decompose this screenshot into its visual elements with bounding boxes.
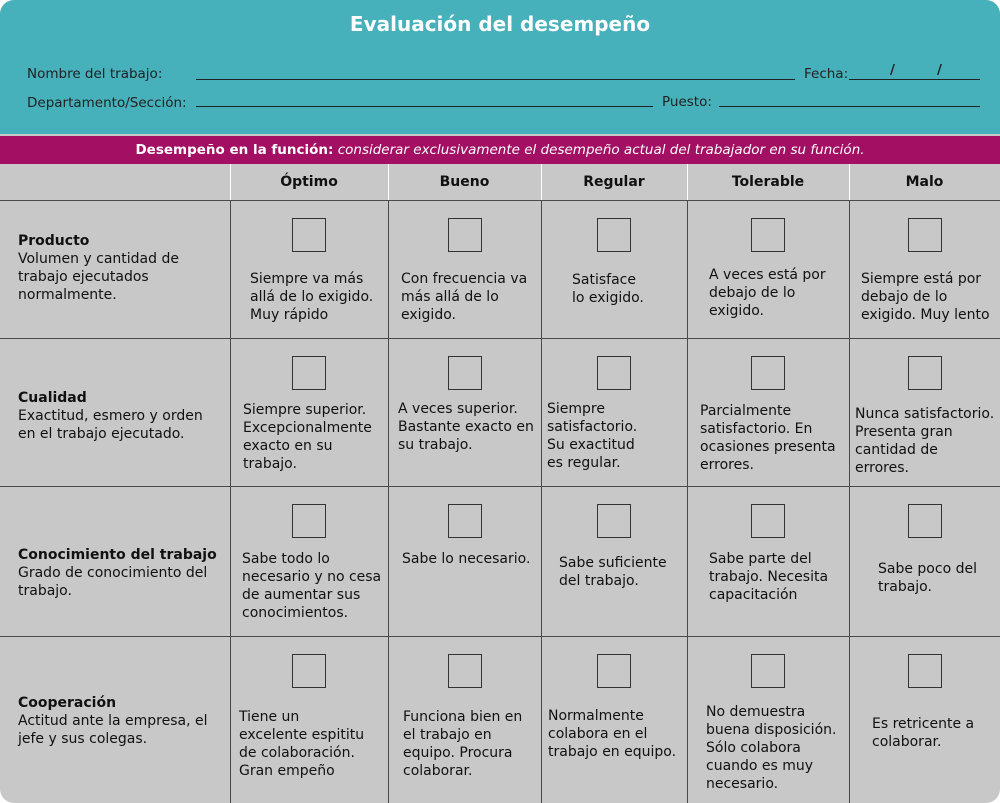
- column-header: Óptimo: [280, 174, 338, 190]
- rating-description: Sabe poco del trabajo.: [878, 561, 977, 595]
- rating-table: [0, 164, 1000, 803]
- rating-checkbox[interactable]: [908, 654, 942, 688]
- rating-description: Siempre superior. Excepcionalmente exacto en su trabajo.: [243, 402, 372, 472]
- rating-checkbox[interactable]: [448, 218, 482, 252]
- criterion-title: Conocimiento del trabajo: [18, 547, 217, 563]
- rating-description: Satisface lo exigido.: [572, 272, 644, 306]
- column-header: Bueno: [439, 174, 490, 190]
- rating-checkbox[interactable]: [751, 218, 785, 252]
- rating-description: Siempre está por debajo de lo exigido. Muy lento: [861, 271, 990, 323]
- department-field[interactable]: [196, 106, 653, 107]
- rating-description: Tiene un excelente espititu de colaboración. Gran empeño: [239, 709, 365, 779]
- rating-checkbox[interactable]: [597, 504, 631, 538]
- section-banner-note: considerar exclusivamente el desempeño actual del trabajador en su función.: [337, 142, 865, 158]
- rating-checkbox[interactable]: [597, 218, 631, 252]
- rating-checkbox[interactable]: [597, 356, 631, 390]
- criterion: [18, 546, 218, 600]
- rating-description: Con frecuencia va más allá de lo exigido.: [401, 271, 528, 323]
- rating-checkbox[interactable]: [292, 356, 326, 390]
- rating-checkbox[interactable]: [751, 654, 785, 688]
- column-divider: [541, 200, 542, 803]
- job-name-label: Nombre del trabajo:: [27, 66, 163, 82]
- row-divider: [0, 486, 1000, 487]
- column-header: Regular: [583, 174, 645, 190]
- column-divider: [687, 164, 688, 200]
- rating-description: Es retricente a colaborar.: [872, 716, 975, 750]
- date-label: Fecha:: [804, 66, 849, 82]
- criterion: [18, 389, 218, 443]
- date-separator: /: [937, 62, 942, 78]
- criterion: [18, 232, 218, 304]
- column-divider: [849, 164, 850, 200]
- rating-description: Sabe lo necesario.: [402, 551, 531, 567]
- column-divider: [230, 200, 231, 803]
- criterion-description: Exactitud, esmero y orden en el trabajo ejecutado.: [18, 408, 203, 442]
- rating-description: A veces está por debajo de lo exigido.: [709, 267, 826, 319]
- criterion-description: Grado de conocimiento del trabajo.: [18, 565, 208, 599]
- column-divider: [541, 164, 542, 200]
- position-field[interactable]: [719, 106, 980, 107]
- column-divider: [849, 200, 850, 803]
- column-divider: [388, 164, 389, 200]
- rating-description: Sabe parte del trabajo. Necesita capacitación: [709, 551, 829, 603]
- rating-description: Nunca satisfactorio. Presenta gran cantidad de errores.: [855, 406, 995, 476]
- row-divider: [0, 338, 1000, 339]
- rating-description: Normalmente colabora en el trabajo en equipo.: [548, 708, 677, 760]
- position-label: Puesto:: [662, 94, 712, 110]
- rating-checkbox[interactable]: [448, 654, 482, 688]
- criterion-description: Actitud ante la empresa, el jefe y sus colegas.: [18, 713, 208, 747]
- row-divider: [0, 200, 1000, 201]
- job-name-field[interactable]: [196, 79, 795, 80]
- form-header: [0, 0, 1000, 134]
- rating-checkbox[interactable]: [751, 504, 785, 538]
- criterion: [18, 694, 218, 748]
- column-divider: [230, 164, 231, 200]
- rating-checkbox[interactable]: [908, 356, 942, 390]
- section-banner-title: Desempeño en la función:: [135, 142, 334, 158]
- rating-description: Parcialmente satisfactorio. En ocasiones presenta errores.: [700, 403, 836, 473]
- criterion-description: Volumen y cantidad de trabajo ejecutados normalmente.: [18, 251, 179, 303]
- rating-checkbox[interactable]: [908, 218, 942, 252]
- column-header: Malo: [905, 174, 944, 190]
- rating-description: Siempre satisfactorio. Su exactitud es regular.: [547, 401, 638, 471]
- rating-checkbox[interactable]: [448, 504, 482, 538]
- rating-checkbox[interactable]: [597, 654, 631, 688]
- rating-description: Sabe todo lo necesario y no cesa de aumentar sus conocimientos.: [242, 551, 382, 621]
- column-divider: [687, 200, 688, 803]
- rating-checkbox[interactable]: [751, 356, 785, 390]
- rating-description: Funciona bien en el trabajo en equipo. Procura colaborar.: [403, 709, 523, 779]
- rating-description: A veces superior. Bastante exacto en su trabajo.: [398, 401, 534, 453]
- rating-checkbox[interactable]: [292, 654, 326, 688]
- rating-description: No demuestra buena disposición. Sólo colabora cuando es muy necesario.: [706, 704, 837, 792]
- section-banner: [0, 136, 1000, 164]
- criterion-title: Cooperación: [18, 695, 117, 711]
- rating-description: Sabe suficiente del trabajo.: [559, 555, 667, 589]
- rating-description: Siempre va más allá de lo exigido. Muy rápido: [250, 271, 374, 323]
- column-header: Tolerable: [731, 174, 805, 190]
- date-field[interactable]: [849, 79, 980, 80]
- column-divider: [388, 200, 389, 803]
- row-divider: [0, 636, 1000, 637]
- form-title: Evaluación del desempeño: [349, 12, 651, 36]
- date-separator: /: [890, 62, 895, 78]
- criterion-title: Cualidad: [18, 390, 87, 406]
- rating-checkbox[interactable]: [292, 218, 326, 252]
- rating-checkbox[interactable]: [448, 356, 482, 390]
- criterion-title: Producto: [18, 233, 90, 249]
- department-label: Departamento/Sección:: [27, 95, 187, 111]
- rating-checkbox[interactable]: [292, 504, 326, 538]
- rating-checkbox[interactable]: [908, 504, 942, 538]
